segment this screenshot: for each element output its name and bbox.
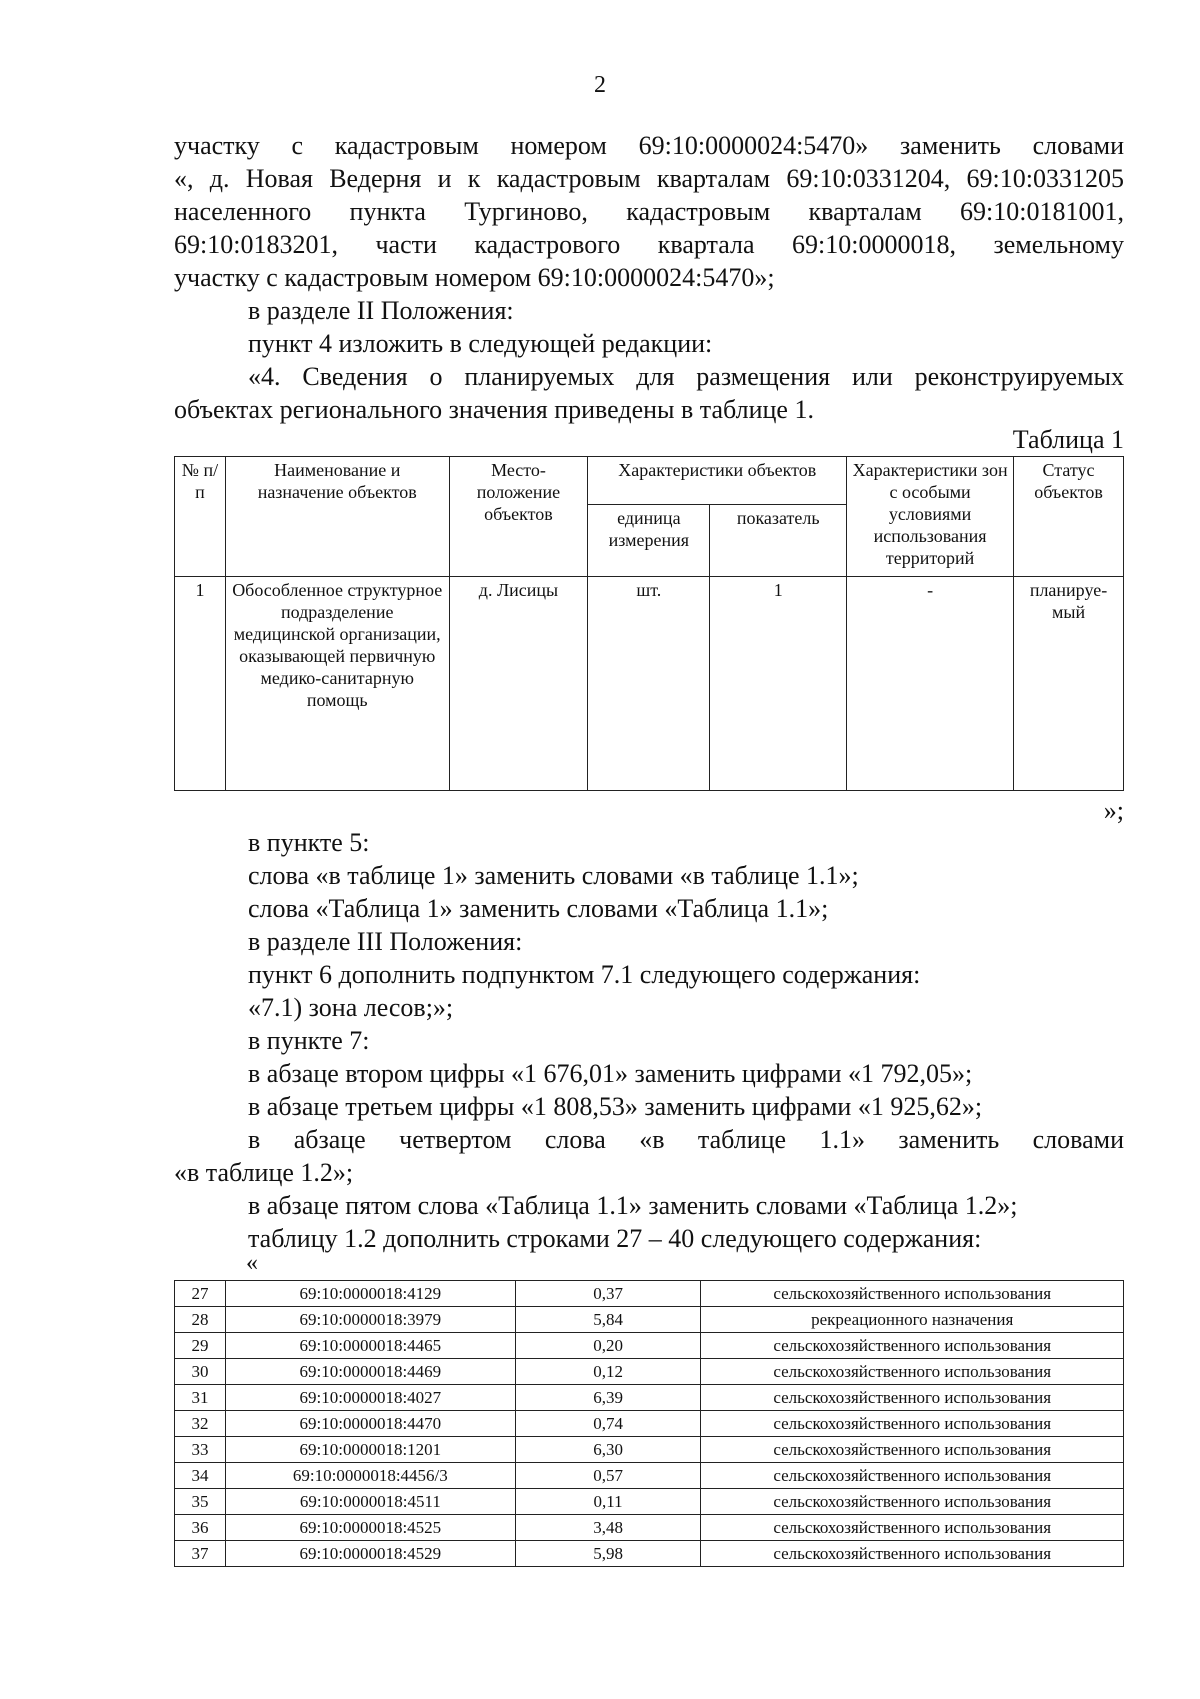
cell-number: 33 [175,1437,226,1463]
cell-cadastral-number: 69:10:0000018:4129 [225,1281,515,1307]
cell-number: 37 [175,1541,226,1567]
cell-number: 34 [175,1463,226,1489]
paragraph-line: участку с кадастровым номером 69:10:0000024:5470» заменить словами [174,131,1124,160]
table-row [175,1541,1124,1567]
cell-cadastral-number: 69:10:0000018:3979 [225,1307,515,1333]
opening-quote: « [246,1250,258,1276]
cell-land-use: сельскохозяйственного использования [701,1541,1124,1567]
paragraph-line: в пункте 5: [248,828,370,857]
parcels-table [174,1280,1124,1567]
cell-area: 5,84 [515,1307,701,1333]
cell-name: Обособленное структурное подразделение медицинской организации, оказывающей первичную медико-санитарную помощь [225,577,449,791]
table-row [175,577,1124,791]
table-row [175,1359,1124,1385]
cell-cadastral-number: 69:10:0000018:4529 [225,1541,515,1567]
table-row [175,1307,1124,1333]
cell-cadastral-number: 69:10:0000018:4470 [225,1411,515,1437]
cell-zones: - [847,577,1014,791]
cell-land-use: сельскохозяйственного использования [701,1437,1124,1463]
table-row [175,1333,1124,1359]
paragraph-line: таблицу 1.2 дополнить строками 27 – 40 следующего содержания: [248,1224,982,1253]
paragraph-line: объектах регионального значения приведены в таблице 1. [174,395,814,424]
header-characteristics: Характеристики объектов [588,457,847,505]
cell-num: 1 [175,577,226,791]
paragraph-line: в абзаце втором цифры «1 676,01» заменить цифрами «1 792,05»; [248,1059,973,1088]
paragraph-line: участку с кадастровым номером 69:10:0000024:5470»; [174,263,775,292]
cell-cadastral-number: 69:10:0000018:4511 [225,1489,515,1515]
cell-area: 0,20 [515,1333,701,1359]
paragraph-line: «7.1) зона лесов;»; [248,993,454,1022]
cell-cadastral-number: 69:10:0000018:4456/3 [225,1463,515,1489]
table-row [175,1411,1124,1437]
cell-land-use: сельскохозяйственного использования [701,1515,1124,1541]
header-location: Место-положение объектов [449,457,588,577]
cell-land-use: сельскохозяйственного использования [701,1281,1124,1307]
cell-status: планируе-мый [1014,577,1124,791]
cell-area: 0,11 [515,1489,701,1515]
cell-number: 35 [175,1489,226,1515]
closing-quote: »; [1103,796,1124,825]
header-name: Наименование и назначение объектов [225,457,449,577]
cell-land-use: сельскохозяйственного использования [701,1359,1124,1385]
cell-cadastral-number: 69:10:0000018:4465 [225,1333,515,1359]
cell-cadastral-number: 69:10:0000018:1201 [225,1437,515,1463]
paragraph-line: «, д. Новая Ведерня и к кадастровым кварталам 69:10:0331204, 69:10:0331205 [174,164,1124,193]
table-row [175,1385,1124,1411]
cell-land-use: сельскохозяйственного использования [701,1489,1124,1515]
cell-number: 31 [175,1385,226,1411]
cell-cadastral-number: 69:10:0000018:4525 [225,1515,515,1541]
cell-land-use: рекреационного назначения [701,1307,1124,1333]
header-zones: Характеристики зон с особыми условиями использования территорий [847,457,1014,577]
header-unit: единица измерения [588,505,710,577]
paragraph-line: «4. Сведения о планируемых для размещения или реконструируемых [248,362,1124,391]
cell-area: 5,98 [515,1541,701,1567]
cell-cadastral-number: 69:10:0000018:4469 [225,1359,515,1385]
cell-land-use: сельскохозяйственного использования [701,1411,1124,1437]
text-block-top [174,129,1124,426]
paragraph-line: 69:10:0183201, части кадастрового квартала 69:10:0000018, земельному [174,230,1124,259]
cell-number: 28 [175,1307,226,1333]
cell-unit: шт. [588,577,710,791]
cell-location: д. Лисицы [449,577,588,791]
table-row [175,1281,1124,1307]
paragraph-line: пункт 4 изложить в следующей редакции: [248,329,713,358]
cell-number: 32 [175,1411,226,1437]
table-row [175,1515,1124,1541]
cell-number: 30 [175,1359,226,1385]
header-status: Статус объектов [1014,457,1124,577]
paragraph-line: слова «Таблица 1» заменить словами «Таблица 1.1»; [248,894,829,923]
cell-area: 0,37 [515,1281,701,1307]
paragraph-line: в пункте 7: [248,1026,370,1055]
cell-land-use: сельскохозяйственного использования [701,1463,1124,1489]
paragraph-line: пункт 6 дополнить подпунктом 7.1 следующего содержания: [248,960,921,989]
paragraph-line: в разделе III Положения: [248,927,523,956]
table-row [175,1437,1124,1463]
cell-area: 6,30 [515,1437,701,1463]
cell-area: 6,39 [515,1385,701,1411]
paragraph-line: в разделе II Положения: [248,296,514,325]
cell-area: 3,48 [515,1515,701,1541]
table-row [175,1463,1124,1489]
cell-number: 27 [175,1281,226,1307]
cell-area: 0,57 [515,1463,701,1489]
paragraph-line: населенного пункта Тургиново, кадастровым кварталам 69:10:0181001, [174,197,1124,226]
cell-number: 36 [175,1515,226,1541]
cell-land-use: сельскохозяйственного использования [701,1333,1124,1359]
cell-number: 29 [175,1333,226,1359]
objects-table [174,456,1124,791]
cell-cadastral-number: 69:10:0000018:4027 [225,1385,515,1411]
paragraph-line: «в таблице 1.2»; [174,1158,354,1187]
paragraph-line: слова «в таблице 1» заменить словами «в таблице 1.1»; [248,861,859,890]
table1-caption: Таблица 1 [1012,425,1124,454]
paragraph-line: в абзаце пятом слова «Таблица 1.1» заменить словами «Таблица 1.2»; [248,1191,1018,1220]
cell-land-use: сельскохозяйственного использования [701,1385,1124,1411]
paragraph-line: в абзаце четвертом слова «в таблице 1.1» заменить словами [248,1125,1124,1154]
header-num: № п/п [175,457,226,577]
cell-area: 0,74 [515,1411,701,1437]
paragraph-line: в абзаце третьем цифры «1 808,53» заменить цифрами «1 925,62»; [248,1092,983,1121]
text-block-mid [174,826,1124,1255]
header-indicator: показатель [710,505,847,577]
table-row [175,1489,1124,1515]
cell-area: 0,12 [515,1359,701,1385]
page-number: 2 [594,72,606,98]
cell-indicator: 1 [710,577,847,791]
